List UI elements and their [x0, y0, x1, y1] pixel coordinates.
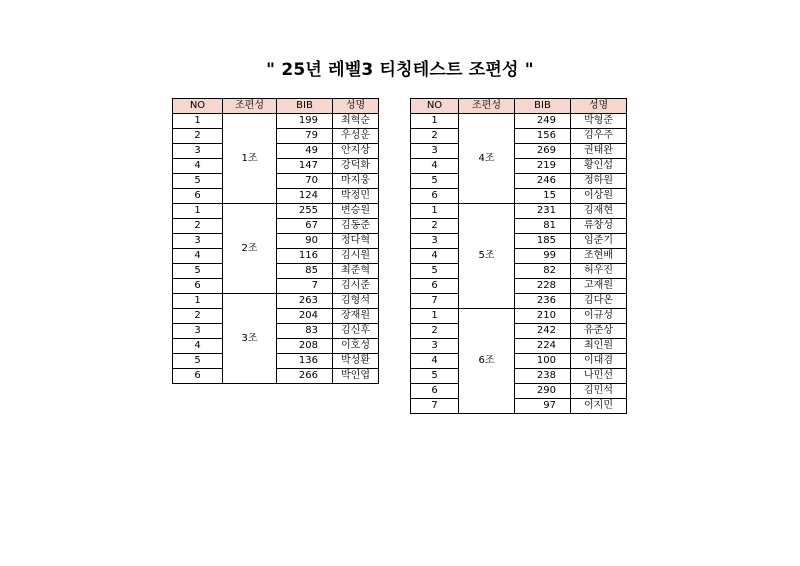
cell-bib: 136: [277, 354, 333, 369]
cell-group: 4조: [459, 114, 515, 204]
cell-name: 박형준: [571, 114, 627, 129]
cell-name: 박인엽: [333, 369, 379, 384]
table-row: [411, 264, 627, 279]
cell-name: 김신후: [333, 324, 379, 339]
table-row: [411, 354, 627, 369]
cell-no: 2: [411, 219, 459, 234]
cell-bib: 81: [515, 219, 571, 234]
cell-name: 이상원: [571, 189, 627, 204]
cell-no: 5: [173, 174, 223, 189]
table-row: [411, 219, 627, 234]
cell-bib: 231: [515, 204, 571, 219]
table-row: [411, 159, 627, 174]
cell-bib: 100: [515, 354, 571, 369]
cell-no: 6: [411, 189, 459, 204]
table-row: [411, 114, 627, 129]
table-row: [173, 204, 379, 219]
cell-bib: 263: [277, 294, 333, 309]
cell-no: 1: [411, 114, 459, 129]
table-row: [411, 339, 627, 354]
cell-no: 2: [173, 129, 223, 144]
cell-bib: 208: [277, 339, 333, 354]
cell-bib: 70: [277, 174, 333, 189]
cell-no: 2: [173, 219, 223, 234]
header-no: NO: [411, 99, 459, 114]
cell-group: 1조: [223, 114, 277, 204]
group-table-right: [410, 98, 627, 414]
cell-name: 안지상: [333, 144, 379, 159]
table-row: [411, 279, 627, 294]
cell-name: 김형석: [333, 294, 379, 309]
cell-name: 김동준: [333, 219, 379, 234]
table-row: [411, 204, 627, 219]
cell-no: 5: [173, 354, 223, 369]
cell-name: 이규성: [571, 309, 627, 324]
cell-no: 1: [173, 114, 223, 129]
cell-no: 7: [411, 294, 459, 309]
table-row: [411, 294, 627, 309]
cell-no: 4: [173, 339, 223, 354]
table-row: [411, 144, 627, 159]
cell-bib: 7: [277, 279, 333, 294]
cell-no: 3: [173, 234, 223, 249]
table-row: [411, 309, 627, 324]
cell-bib: 124: [277, 189, 333, 204]
cell-bib: 210: [515, 309, 571, 324]
table-body: [173, 114, 379, 384]
header-group: 조편성: [459, 99, 515, 114]
cell-no: 6: [173, 189, 223, 204]
cell-bib: 85: [277, 264, 333, 279]
cell-bib: 269: [515, 144, 571, 159]
cell-no: 6: [173, 369, 223, 384]
cell-bib: 266: [277, 369, 333, 384]
cell-bib: 49: [277, 144, 333, 159]
cell-no: 3: [173, 324, 223, 339]
cell-group: 3조: [223, 294, 277, 384]
table-row: [411, 189, 627, 204]
cell-no: 1: [411, 204, 459, 219]
cell-bib: 224: [515, 339, 571, 354]
table-row: [411, 384, 627, 399]
cell-name: 권태완: [571, 144, 627, 159]
cell-no: 4: [411, 354, 459, 369]
cell-bib: 67: [277, 219, 333, 234]
header-bib: BIB: [515, 99, 571, 114]
cell-name: 임준기: [571, 234, 627, 249]
cell-name: 조현배: [571, 249, 627, 264]
cell-group: 5조: [459, 204, 515, 309]
cell-bib: 199: [277, 114, 333, 129]
cell-name: 나민선: [571, 369, 627, 384]
header-group: 조편성: [223, 99, 277, 114]
cell-name: 고재원: [571, 279, 627, 294]
cell-bib: 219: [515, 159, 571, 174]
cell-bib: 242: [515, 324, 571, 339]
cell-name: 이호성: [333, 339, 379, 354]
cell-bib: 15: [515, 189, 571, 204]
cell-name: 마지웅: [333, 174, 379, 189]
cell-bib: 79: [277, 129, 333, 144]
cell-name: 허우진: [571, 264, 627, 279]
cell-bib: 83: [277, 324, 333, 339]
cell-name: 정다혁: [333, 234, 379, 249]
cell-bib: 156: [515, 129, 571, 144]
cell-name: 최인원: [571, 339, 627, 354]
cell-no: 6: [411, 279, 459, 294]
cell-no: 2: [173, 309, 223, 324]
cell-no: 1: [173, 204, 223, 219]
cell-bib: 116: [277, 249, 333, 264]
table-body: [411, 114, 627, 414]
cell-name: 김우주: [571, 129, 627, 144]
cell-name: 김시준: [333, 279, 379, 294]
table-row: [411, 249, 627, 264]
cell-no: 5: [411, 174, 459, 189]
cell-bib: 97: [515, 399, 571, 414]
table-row: [411, 324, 627, 339]
cell-no: 6: [173, 279, 223, 294]
cell-name: 장재원: [333, 309, 379, 324]
cell-name: 이지민: [571, 399, 627, 414]
table-row: [411, 129, 627, 144]
cell-name: 이대겸: [571, 354, 627, 369]
header-no: NO: [173, 99, 223, 114]
cell-name: 강덕화: [333, 159, 379, 174]
cell-bib: 82: [515, 264, 571, 279]
cell-bib: 290: [515, 384, 571, 399]
cell-no: 3: [411, 234, 459, 249]
cell-no: 5: [411, 264, 459, 279]
cell-no: 1: [411, 309, 459, 324]
cell-no: 4: [173, 159, 223, 174]
cell-name: 우성운: [333, 129, 379, 144]
cell-no: 7: [411, 399, 459, 414]
cell-name: 박정민: [333, 189, 379, 204]
cell-no: 5: [411, 369, 459, 384]
cell-no: 2: [411, 324, 459, 339]
table-row: [411, 399, 627, 414]
table-row: [411, 234, 627, 249]
cell-bib: 204: [277, 309, 333, 324]
table-row: [411, 174, 627, 189]
cell-group: 2조: [223, 204, 277, 294]
cell-bib: 185: [515, 234, 571, 249]
cell-name: 최혁순: [333, 114, 379, 129]
header-name: 성명: [333, 99, 379, 114]
cell-no: 4: [411, 159, 459, 174]
cell-bib: 99: [515, 249, 571, 264]
cell-name: 김시원: [333, 249, 379, 264]
cell-bib: 236: [515, 294, 571, 309]
cell-name: 박성환: [333, 354, 379, 369]
cell-no: 1: [173, 294, 223, 309]
group-table-left: [172, 98, 379, 384]
cell-name: 김다온: [571, 294, 627, 309]
cell-no: 3: [411, 144, 459, 159]
cell-no: 3: [411, 339, 459, 354]
page-title: " 25년 레벨3 티칭테스트 조편성 ": [266, 60, 534, 80]
table-row: [173, 114, 379, 129]
cell-no: 2: [411, 129, 459, 144]
cell-no: 5: [173, 264, 223, 279]
header-name: 성명: [571, 99, 627, 114]
cell-bib: 90: [277, 234, 333, 249]
header-row: [173, 99, 379, 114]
cell-name: 김민석: [571, 384, 627, 399]
cell-bib: 238: [515, 369, 571, 384]
cell-bib: 228: [515, 279, 571, 294]
cell-bib: 249: [515, 114, 571, 129]
cell-no: 6: [411, 384, 459, 399]
cell-no: 4: [173, 249, 223, 264]
cell-bib: 147: [277, 159, 333, 174]
header-row: [411, 99, 627, 114]
cell-name: 최준혁: [333, 264, 379, 279]
table-row: [173, 294, 379, 309]
header-bib: BIB: [277, 99, 333, 114]
cell-bib: 255: [277, 204, 333, 219]
cell-bib: 246: [515, 174, 571, 189]
table-row: [411, 369, 627, 384]
cell-name: 황인섭: [571, 159, 627, 174]
cell-name: 김재현: [571, 204, 627, 219]
cell-name: 유준상: [571, 324, 627, 339]
cell-name: 류창성: [571, 219, 627, 234]
cell-no: 3: [173, 144, 223, 159]
cell-name: 정하원: [571, 174, 627, 189]
cell-name: 변승원: [333, 204, 379, 219]
cell-group: 6조: [459, 309, 515, 414]
cell-no: 4: [411, 249, 459, 264]
